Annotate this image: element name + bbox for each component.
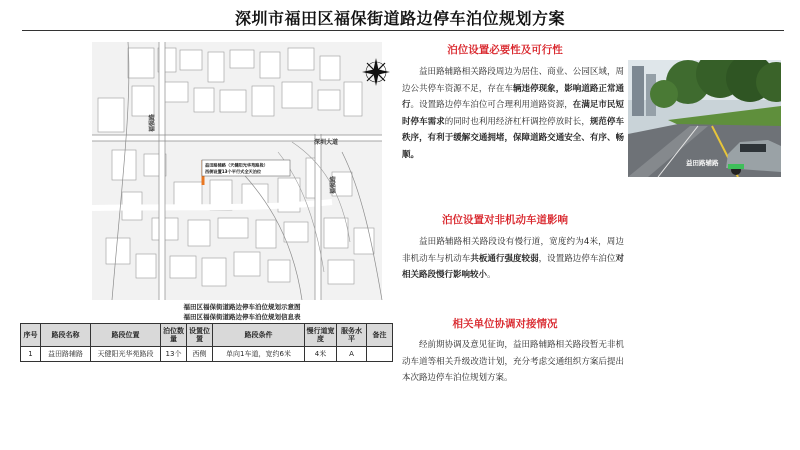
map-road-label-1: 福强路 — [149, 113, 156, 132]
cell-road-condition: 单向1车道，宽约6米 — [213, 347, 305, 362]
col-header-road-condition: 路段条件 — [213, 324, 305, 347]
cell-slow-lane-width: 4米 — [305, 347, 337, 362]
section-paragraph-impact: 益田路辅路相关路段设有慢行道，宽度约为4米，周边非机动车与机动车共板通行强度较弱，设置路边停车泊位对相关路段慢行影响较小。 — [402, 237, 624, 280]
col-header-side: 设置位置 — [187, 324, 213, 347]
map-svg — [92, 42, 392, 300]
col-header-spots: 泊位数量 — [161, 324, 187, 347]
photo-label: 益田路辅路 — [686, 159, 719, 167]
cell-service-level: A — [337, 347, 367, 362]
col-header-service-level: 服务水平 — [337, 324, 367, 347]
page-title: 深圳市福田区福保街道路边停车泊位规划方案 — [234, 9, 565, 28]
col-header-remarks: 备注 — [367, 324, 393, 347]
cell-spots: 13个 — [161, 347, 187, 362]
cell-remarks — [367, 347, 393, 362]
parking-info-table — [20, 323, 393, 362]
cell-index: 1 — [21, 347, 41, 362]
section-heading-coordination: 相关单位协调对接情况 — [452, 318, 558, 330]
cell-road-location: 天健阳光华苑路段 — [91, 347, 161, 362]
title-divider — [22, 30, 784, 31]
col-header-road-name: 路段名称 — [41, 324, 91, 347]
col-header-road-location: 路段位置 — [91, 324, 161, 347]
map-callout-line2: 西侧设置13个平行式全天泊位 — [205, 169, 262, 174]
map-callout-line1: 益田路辅路（天健阳光华苑路段） — [205, 162, 268, 168]
table-header-row — [21, 324, 393, 347]
section-heading-necessity: 泊位设置必要性及可行性 — [447, 44, 563, 56]
map-road-label-2: 深圳大道 — [314, 139, 339, 146]
table-caption: 福田区福保街道路边停车泊位规划信息表 — [183, 313, 301, 321]
col-header-slow-lane-width: 慢行道宽度 — [305, 324, 337, 347]
map-road-label-3: 福强路 — [330, 175, 337, 194]
planning-map — [92, 42, 392, 300]
section-heading-impact: 泊位设置对非机动车道影响 — [442, 214, 568, 226]
col-header-index: 序号 — [21, 324, 41, 347]
section-paragraph-necessity: 益田路辅路相关路段周边为居住、商业、公园区域，周边公共停车资源不足，存在车辆违停现象，影响道路正常通行。设置路边停车泊位可合理利用道路资源，在满足市民短时停车需求的同时也利用经济杠杆调控停放时长，规范停车秩序，有利于缓解交通拥堵，保障道路交通安全、有序、畅顺。 — [402, 67, 624, 160]
table-row — [21, 347, 393, 362]
map-caption: 福田区福保街道路边停车泊位规划示意图 — [183, 303, 301, 311]
cell-side: 西侧 — [187, 347, 213, 362]
section-paragraph-coordination: 经前期协调及意见征询，益田路辅路相关路段暂无非机动车道等相关升级改造计划，充分考虑交通组织方案后提出本次路边停车泊位规划方案。 — [402, 340, 624, 383]
cell-road-name: 益田路辅路 — [41, 347, 91, 362]
